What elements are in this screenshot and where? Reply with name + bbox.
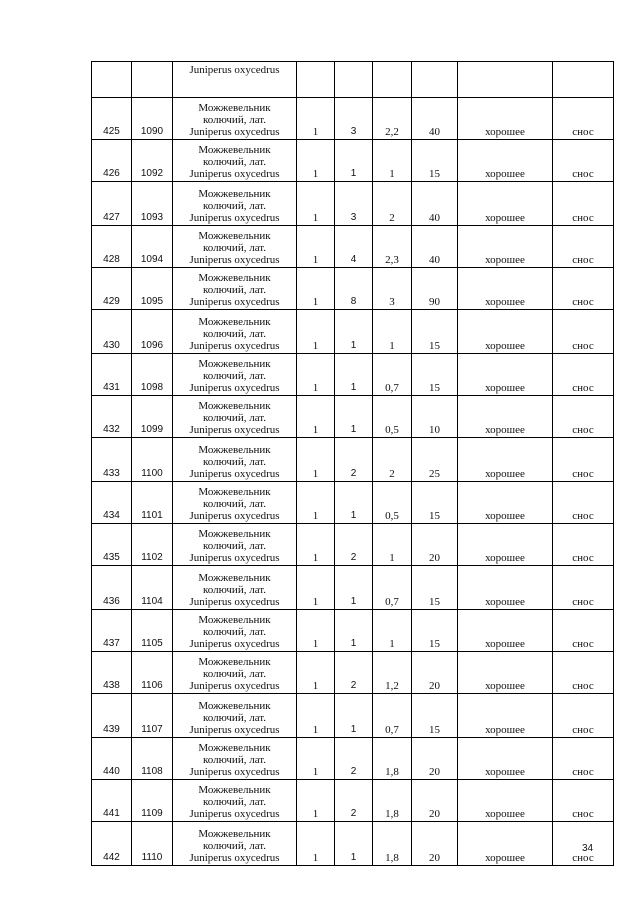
cell-condition: хорошее bbox=[458, 694, 553, 738]
cell-condition: хорошее bbox=[458, 396, 553, 438]
table-row bbox=[92, 566, 614, 610]
cell-count: 1 bbox=[297, 694, 335, 738]
cell-trunks: 2 bbox=[335, 780, 373, 822]
species-line-1: Можжевельник bbox=[198, 828, 271, 840]
species-line-2: колючий, лат. bbox=[202, 284, 267, 296]
cell-species bbox=[173, 268, 297, 310]
cell-height: 1 bbox=[373, 310, 412, 354]
table-row bbox=[92, 310, 614, 354]
cell-trunks: 2 bbox=[335, 738, 373, 780]
cell-diameter: 20 bbox=[412, 822, 458, 866]
cell-trunks: 1 bbox=[335, 566, 373, 610]
cell-count: 1 bbox=[297, 566, 335, 610]
cell-number: 432 bbox=[92, 396, 132, 438]
cell-height: 1 bbox=[373, 140, 412, 182]
cell-diameter: 15 bbox=[412, 354, 458, 396]
cell-count: 1 bbox=[297, 822, 335, 866]
species-line-1: Можжевельник bbox=[198, 316, 271, 328]
cell-species bbox=[173, 396, 297, 438]
cell-tree-id: 1110 bbox=[132, 822, 173, 866]
cell-tree-id: 1105 bbox=[132, 610, 173, 652]
species-line-3: Juniperus oxycedrus bbox=[189, 638, 280, 650]
cell-action: снос bbox=[553, 396, 614, 438]
species-line-3: Juniperus oxycedrus bbox=[189, 510, 280, 522]
species-line-3: Juniperus oxycedrus bbox=[189, 382, 280, 394]
cell-number: 429 bbox=[92, 268, 132, 310]
species-line-2: колючий, лат. bbox=[202, 328, 267, 340]
cell-trunks: 3 bbox=[335, 182, 373, 226]
cell-condition: хорошее bbox=[458, 438, 553, 482]
cell-species bbox=[173, 310, 297, 354]
cell-height: 1,8 bbox=[373, 822, 412, 866]
cell-count: 1 bbox=[297, 524, 335, 566]
cell-count: 1 bbox=[297, 482, 335, 524]
cell-tree-id: 1101 bbox=[132, 482, 173, 524]
cell-species: Juniperus oxycedrus bbox=[173, 62, 297, 98]
cell-species bbox=[173, 482, 297, 524]
cell-diameter: 10 bbox=[412, 396, 458, 438]
table-row bbox=[92, 98, 614, 140]
table-row bbox=[92, 822, 614, 866]
cell-number: 433 bbox=[92, 438, 132, 482]
table-row bbox=[92, 140, 614, 182]
cell-action: снос bbox=[553, 482, 614, 524]
cell-condition: хорошее bbox=[458, 610, 553, 652]
cell-height: 1,8 bbox=[373, 780, 412, 822]
cell-number: 431 bbox=[92, 354, 132, 396]
cell-species bbox=[173, 652, 297, 694]
cell-height: 2 bbox=[373, 438, 412, 482]
cell-count: 1 bbox=[297, 226, 335, 268]
cell-action: снос bbox=[553, 610, 614, 652]
cell-action: снос bbox=[553, 566, 614, 610]
cell-diameter: 25 bbox=[412, 438, 458, 482]
cell-tree-id: 1100 bbox=[132, 438, 173, 482]
cell-action: снос bbox=[553, 182, 614, 226]
cell-diameter: 15 bbox=[412, 694, 458, 738]
cell-number: 437 bbox=[92, 610, 132, 652]
cell-action: снос bbox=[553, 268, 614, 310]
page-number: 34 bbox=[582, 843, 594, 854]
species-line-2: колючий, лат. bbox=[202, 412, 267, 424]
cell-diameter: 40 bbox=[412, 98, 458, 140]
cell-condition: хорошее bbox=[458, 822, 553, 866]
species-line-2: колючий, лат. bbox=[202, 626, 267, 638]
cell-diameter: 40 bbox=[412, 226, 458, 268]
table-body bbox=[92, 62, 614, 866]
species-line-3: Juniperus oxycedrus bbox=[189, 340, 280, 352]
table-row bbox=[92, 652, 614, 694]
cell-tree-id bbox=[132, 62, 173, 98]
species-line-2: колючий, лат. bbox=[202, 584, 267, 596]
cell-action: снос bbox=[553, 226, 614, 268]
table-row bbox=[92, 780, 614, 822]
cell-trunks: 1 bbox=[335, 482, 373, 524]
cell-height: 0,7 bbox=[373, 566, 412, 610]
cell-trunks: 2 bbox=[335, 652, 373, 694]
cell-count: 1 bbox=[297, 738, 335, 780]
cell-count: 1 bbox=[297, 438, 335, 482]
species-line-1: Можжевельник bbox=[198, 528, 271, 540]
cell-diameter bbox=[412, 62, 458, 98]
species-line-2: колючий, лат. bbox=[202, 540, 267, 552]
cell-count: 1 bbox=[297, 652, 335, 694]
cell-number: 426 bbox=[92, 140, 132, 182]
cell-tree-id: 1106 bbox=[132, 652, 173, 694]
species-line-3: Juniperus oxycedrus bbox=[189, 596, 280, 608]
cell-height: 1,8 bbox=[373, 738, 412, 780]
cell-trunks bbox=[335, 62, 373, 98]
species-line-1: Можжевельник bbox=[198, 400, 271, 412]
cell-condition: хорошее bbox=[458, 566, 553, 610]
cell-condition: хорошее bbox=[458, 140, 553, 182]
cell-number: 436 bbox=[92, 566, 132, 610]
cell-species bbox=[173, 822, 297, 866]
cell-species bbox=[173, 182, 297, 226]
species-line-1: Можжевельник bbox=[198, 614, 271, 626]
cell-trunks: 1 bbox=[335, 694, 373, 738]
species-line-2: колючий, лат. bbox=[202, 668, 267, 680]
table-row-continued bbox=[92, 62, 614, 98]
cell-number: 434 bbox=[92, 482, 132, 524]
cell-height: 2 bbox=[373, 182, 412, 226]
species-line-1: Можжевельник bbox=[198, 272, 271, 284]
species-line-3: Juniperus oxycedrus bbox=[189, 852, 280, 864]
cell-tree-id: 1095 bbox=[132, 268, 173, 310]
cell-tree-id: 1107 bbox=[132, 694, 173, 738]
table-row bbox=[92, 268, 614, 310]
cell-trunks: 1 bbox=[335, 396, 373, 438]
cell-count bbox=[297, 62, 335, 98]
cell-condition: хорошее bbox=[458, 226, 553, 268]
cell-height: 1 bbox=[373, 610, 412, 652]
species-line-2: колючий, лат. bbox=[202, 156, 267, 168]
cell-count: 1 bbox=[297, 140, 335, 182]
species-line-1: Можжевельник bbox=[198, 144, 271, 156]
species-line-1: Можжевельник bbox=[198, 572, 271, 584]
cell-species bbox=[173, 98, 297, 140]
cell-count: 1 bbox=[297, 182, 335, 226]
species-line-2: колючий, лат. bbox=[202, 456, 267, 468]
species-line-3: Juniperus oxycedrus bbox=[189, 552, 280, 564]
cell-condition: хорошее bbox=[458, 268, 553, 310]
cell-number: 435 bbox=[92, 524, 132, 566]
cell-height bbox=[373, 62, 412, 98]
cell-number: 441 bbox=[92, 780, 132, 822]
cell-trunks: 2 bbox=[335, 524, 373, 566]
cell-trunks: 1 bbox=[335, 610, 373, 652]
cell-tree-id: 1108 bbox=[132, 738, 173, 780]
cell-diameter: 15 bbox=[412, 482, 458, 524]
cell-count: 1 bbox=[297, 310, 335, 354]
cell-action bbox=[553, 62, 614, 98]
cell-action: снос bbox=[553, 738, 614, 780]
species-line-1: Можжевельник bbox=[198, 444, 271, 456]
species-line-2: колючий, лат. bbox=[202, 114, 267, 126]
species-line-2: колючий, лат. bbox=[202, 200, 267, 212]
table-row bbox=[92, 610, 614, 652]
cell-condition: хорошее bbox=[458, 738, 553, 780]
cell-action: снос bbox=[553, 310, 614, 354]
cell-species bbox=[173, 524, 297, 566]
cell-tree-id: 1093 bbox=[132, 182, 173, 226]
cell-tree-id: 1090 bbox=[132, 98, 173, 140]
cell-species bbox=[173, 354, 297, 396]
cell-action: снос bbox=[553, 438, 614, 482]
cell-tree-id: 1102 bbox=[132, 524, 173, 566]
cell-trunks: 1 bbox=[335, 140, 373, 182]
cell-condition: хорошее bbox=[458, 310, 553, 354]
cell-condition bbox=[458, 62, 553, 98]
species-line-1: Можжевельник bbox=[198, 188, 271, 200]
species-line-1: Можжевельник bbox=[198, 700, 271, 712]
cell-number: 442 bbox=[92, 822, 132, 866]
cell-count: 1 bbox=[297, 610, 335, 652]
cell-tree-id: 1098 bbox=[132, 354, 173, 396]
table-row bbox=[92, 482, 614, 524]
species-line-3: Juniperus oxycedrus bbox=[189, 296, 280, 308]
cell-condition: хорошее bbox=[458, 780, 553, 822]
cell-number: 430 bbox=[92, 310, 132, 354]
table-row bbox=[92, 694, 614, 738]
cell-diameter: 90 bbox=[412, 268, 458, 310]
cell-species bbox=[173, 738, 297, 780]
cell-trunks: 3 bbox=[335, 98, 373, 140]
species-line-3: Juniperus oxycedrus bbox=[189, 724, 280, 736]
species-line-3: Juniperus oxycedrus bbox=[189, 168, 280, 180]
species-line-3: Juniperus oxycedrus bbox=[189, 126, 280, 138]
cell-trunks: 1 bbox=[335, 310, 373, 354]
cell-count: 1 bbox=[297, 396, 335, 438]
cell-count: 1 bbox=[297, 780, 335, 822]
cell-species bbox=[173, 226, 297, 268]
cell-height: 0,7 bbox=[373, 354, 412, 396]
cell-species bbox=[173, 694, 297, 738]
cell-tree-id: 1094 bbox=[132, 226, 173, 268]
table-row bbox=[92, 182, 614, 226]
tree-inventory-table bbox=[91, 61, 614, 866]
species-line-1: Можжевельник bbox=[198, 358, 271, 370]
species-line-1: Можжевельник bbox=[198, 742, 271, 754]
species-line-3: Juniperus oxycedrus bbox=[189, 808, 280, 820]
species-line-1: Можжевельник bbox=[198, 102, 271, 114]
cell-condition: хорошее bbox=[458, 182, 553, 226]
species-line-2: колючий, лат. bbox=[202, 796, 267, 808]
species-line-1: Можжевельник bbox=[198, 230, 271, 242]
species-line-3: Juniperus oxycedrus bbox=[189, 212, 280, 224]
cell-count: 1 bbox=[297, 268, 335, 310]
cell-height: 1,2 bbox=[373, 652, 412, 694]
cell-number bbox=[92, 62, 132, 98]
cell-diameter: 40 bbox=[412, 182, 458, 226]
cell-number: 438 bbox=[92, 652, 132, 694]
cell-tree-id: 1096 bbox=[132, 310, 173, 354]
cell-action: снос bbox=[553, 652, 614, 694]
cell-action: снос bbox=[553, 524, 614, 566]
cell-height: 0,7 bbox=[373, 694, 412, 738]
cell-height: 2,2 bbox=[373, 98, 412, 140]
table-row bbox=[92, 396, 614, 438]
cell-species bbox=[173, 140, 297, 182]
cell-action: снос bbox=[553, 822, 614, 866]
cell-diameter: 15 bbox=[412, 610, 458, 652]
cell-trunks: 1 bbox=[335, 354, 373, 396]
cell-action: снос bbox=[553, 354, 614, 396]
cell-trunks: 2 bbox=[335, 438, 373, 482]
table-row bbox=[92, 738, 614, 780]
cell-diameter: 20 bbox=[412, 780, 458, 822]
cell-species bbox=[173, 438, 297, 482]
cell-height: 3 bbox=[373, 268, 412, 310]
cell-diameter: 15 bbox=[412, 310, 458, 354]
cell-diameter: 20 bbox=[412, 652, 458, 694]
cell-condition: хорошее bbox=[458, 482, 553, 524]
species-line-1: Можжевельник bbox=[198, 784, 271, 796]
cell-condition: хорошее bbox=[458, 652, 553, 694]
cell-count: 1 bbox=[297, 354, 335, 396]
species-line-2: колючий, лат. bbox=[202, 370, 267, 382]
cell-species bbox=[173, 610, 297, 652]
species-line-2: колючий, лат. bbox=[202, 840, 267, 852]
cell-action: снос bbox=[553, 694, 614, 738]
cell-number: 440 bbox=[92, 738, 132, 780]
cell-diameter: 20 bbox=[412, 524, 458, 566]
species-line-1: Можжевельник bbox=[198, 486, 271, 498]
cell-number: 428 bbox=[92, 226, 132, 268]
cell-height: 2,3 bbox=[373, 226, 412, 268]
species-line-2: колючий, лат. bbox=[202, 242, 267, 254]
table-row bbox=[92, 226, 614, 268]
table-row bbox=[92, 354, 614, 396]
cell-condition: хорошее bbox=[458, 98, 553, 140]
species-line-3: Juniperus oxycedrus bbox=[189, 468, 280, 480]
cell-tree-id: 1109 bbox=[132, 780, 173, 822]
cell-action: снос bbox=[553, 780, 614, 822]
cell-height: 0,5 bbox=[373, 482, 412, 524]
cell-condition: хорошее bbox=[458, 524, 553, 566]
cell-height: 1 bbox=[373, 524, 412, 566]
table-row bbox=[92, 524, 614, 566]
cell-condition: хорошее bbox=[458, 354, 553, 396]
species-line-3: Juniperus oxycedrus bbox=[189, 424, 280, 436]
cell-trunks: 4 bbox=[335, 226, 373, 268]
cell-tree-id: 1092 bbox=[132, 140, 173, 182]
species-line-1: Можжевельник bbox=[198, 656, 271, 668]
cell-trunks: 8 bbox=[335, 268, 373, 310]
table-row bbox=[92, 438, 614, 482]
cell-diameter: 20 bbox=[412, 738, 458, 780]
species-line-3: Juniperus oxycedrus bbox=[189, 254, 280, 266]
cell-number: 425 bbox=[92, 98, 132, 140]
species-line-2: колючий, лат. bbox=[202, 754, 267, 766]
cell-number: 427 bbox=[92, 182, 132, 226]
cell-tree-id: 1104 bbox=[132, 566, 173, 610]
species-line-2: колючий, лат. bbox=[202, 498, 267, 510]
cell-diameter: 15 bbox=[412, 566, 458, 610]
cell-species bbox=[173, 780, 297, 822]
species-line-2: колючий, лат. bbox=[202, 712, 267, 724]
cell-count: 1 bbox=[297, 98, 335, 140]
cell-action: снос bbox=[553, 98, 614, 140]
cell-height: 0,5 bbox=[373, 396, 412, 438]
cell-action: снос bbox=[553, 140, 614, 182]
cell-diameter: 15 bbox=[412, 140, 458, 182]
cell-trunks: 1 bbox=[335, 822, 373, 866]
cell-species bbox=[173, 566, 297, 610]
species-line-3: Juniperus oxycedrus bbox=[189, 680, 280, 692]
species-line-3: Juniperus oxycedrus bbox=[189, 766, 280, 778]
cell-tree-id: 1099 bbox=[132, 396, 173, 438]
cell-number: 439 bbox=[92, 694, 132, 738]
